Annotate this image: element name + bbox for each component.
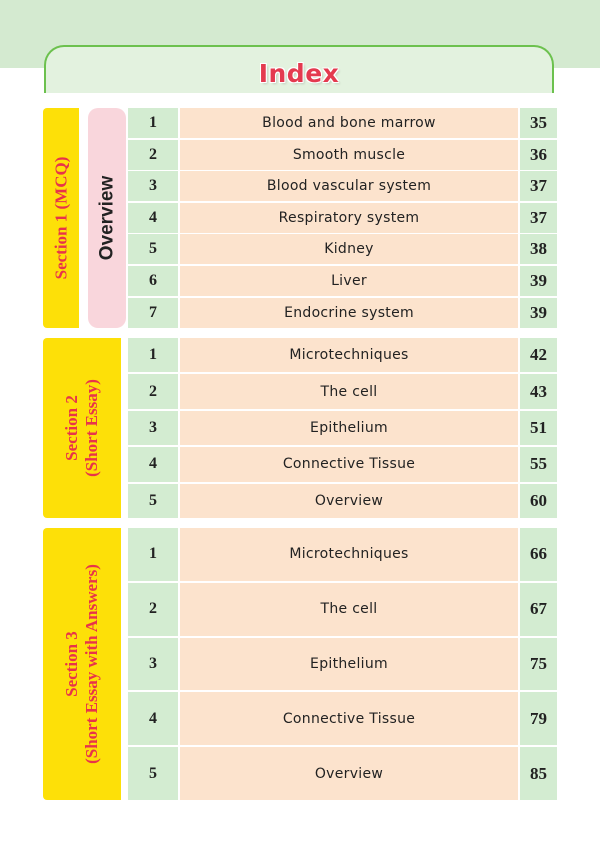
row-number: 6 [128, 266, 178, 296]
table-row[interactable] [128, 447, 557, 481]
row-number: 5 [128, 484, 178, 518]
section-2-label [43, 338, 121, 518]
row-page-number[interactable]: 60 [520, 484, 557, 518]
section-3-subtitle: (Short Essay with Answers) [82, 564, 101, 764]
row-page-number[interactable]: 55 [520, 447, 557, 481]
row-page-number[interactable]: 38 [520, 234, 557, 264]
row-topic[interactable]: Smooth muscle [180, 140, 518, 170]
table-row[interactable] [128, 374, 557, 408]
row-page-number[interactable]: 36 [520, 140, 557, 170]
table-row[interactable] [128, 338, 557, 372]
row-page-number[interactable]: 39 [520, 298, 557, 328]
row-number: 5 [128, 234, 178, 264]
row-number: 4 [128, 447, 178, 481]
row-number: 3 [128, 638, 178, 691]
section-2-title: Section 2 [62, 395, 82, 461]
row-number: 5 [128, 747, 178, 800]
table-row[interactable] [128, 203, 557, 233]
row-number: 1 [128, 108, 178, 138]
row-topic[interactable]: Respiratory system [180, 203, 518, 233]
table-row[interactable] [128, 411, 557, 445]
row-topic[interactable]: Liver [180, 266, 518, 296]
section-1-sublabel [88, 108, 126, 328]
row-page-number[interactable]: 35 [520, 108, 557, 138]
row-page-number[interactable]: 75 [520, 638, 557, 691]
table-row[interactable] [128, 234, 557, 264]
row-topic[interactable]: Blood vascular system [180, 171, 518, 201]
row-topic[interactable]: Kidney [180, 234, 518, 264]
table-row[interactable] [128, 266, 557, 296]
row-topic[interactable]: Microtechniques [180, 338, 518, 372]
row-page-number[interactable]: 37 [520, 171, 557, 201]
row-topic[interactable]: Endocrine system [180, 298, 518, 328]
row-page-number[interactable]: 79 [520, 692, 557, 745]
table-row[interactable] [128, 692, 557, 745]
section-1-title: Section 1 (MCQ) [51, 156, 71, 280]
row-topic[interactable]: Connective Tissue [180, 447, 518, 481]
row-number: 2 [128, 583, 178, 636]
row-page-number[interactable]: 43 [520, 374, 557, 408]
row-page-number[interactable]: 37 [520, 203, 557, 233]
row-page-number[interactable]: 51 [520, 411, 557, 445]
page-title: Index [258, 59, 340, 88]
row-topic[interactable]: Epithelium [180, 411, 518, 445]
table-row[interactable] [128, 528, 557, 581]
table-row[interactable] [128, 171, 557, 201]
section-1-sublabel-text: Overview [96, 175, 117, 261]
row-number: 3 [128, 171, 178, 201]
table-row[interactable] [128, 108, 557, 138]
section-1-label [43, 108, 79, 328]
row-topic[interactable]: The cell [180, 583, 518, 636]
row-number: 4 [128, 692, 178, 745]
row-page-number[interactable]: 66 [520, 528, 557, 581]
table-row[interactable] [128, 484, 557, 518]
table-row[interactable] [128, 583, 557, 636]
row-page-number[interactable]: 67 [520, 583, 557, 636]
row-topic[interactable]: Overview [180, 484, 518, 518]
title-tab [44, 45, 554, 93]
row-number: 7 [128, 298, 178, 328]
row-topic[interactable]: Overview [180, 747, 518, 800]
section-3-label [43, 528, 121, 800]
row-number: 1 [128, 528, 178, 581]
row-number: 4 [128, 203, 178, 233]
table-row[interactable] [128, 140, 557, 170]
row-page-number[interactable]: 85 [520, 747, 557, 800]
row-number: 3 [128, 411, 178, 445]
row-topic[interactable]: Epithelium [180, 638, 518, 691]
row-topic[interactable]: Connective Tissue [180, 692, 518, 745]
row-topic[interactable]: Blood and bone marrow [180, 108, 518, 138]
row-page-number[interactable]: 42 [520, 338, 557, 372]
row-number: 2 [128, 374, 178, 408]
row-page-number[interactable]: 39 [520, 266, 557, 296]
row-topic[interactable]: Microtechniques [180, 528, 518, 581]
section-2-subtitle: (Short Essay) [82, 379, 102, 477]
row-number: 2 [128, 140, 178, 170]
table-row[interactable] [128, 638, 557, 691]
row-topic[interactable]: The cell [180, 374, 518, 408]
table-row[interactable] [128, 747, 557, 800]
section-3-title: Section 3 [62, 631, 81, 697]
row-number: 1 [128, 338, 178, 372]
table-row[interactable] [128, 298, 557, 328]
